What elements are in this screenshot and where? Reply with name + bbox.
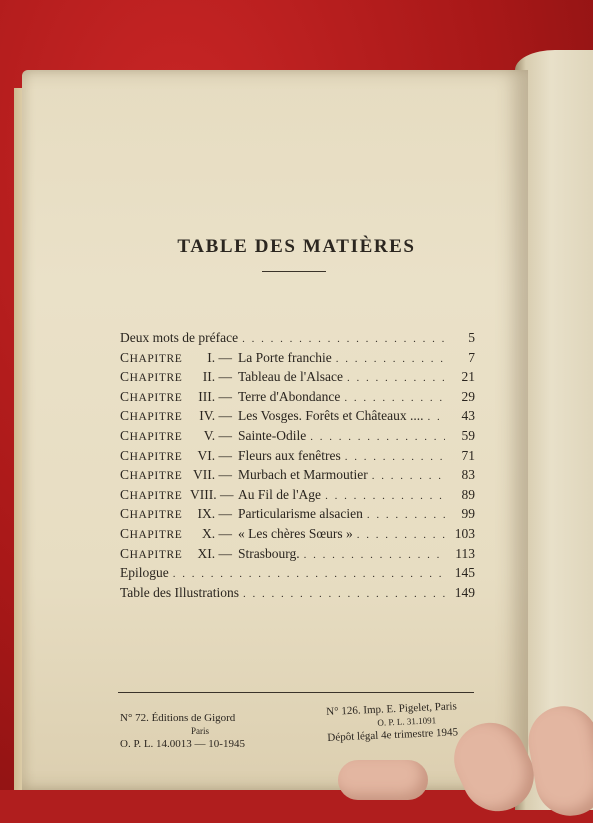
toc-label: Particularisme alsacien	[238, 506, 363, 522]
toc-row	[120, 565, 475, 585]
toc-leader-dots	[427, 411, 445, 423]
toc-chapter-word: CHAPITRE	[120, 369, 183, 385]
toc-chapter-word: CHAPITRE	[120, 408, 183, 424]
toc-chapter-word: CHAPITRE	[120, 388, 183, 404]
toc-chapter-word: CHAPITRE	[120, 506, 183, 522]
toc-row	[120, 506, 475, 526]
toc-chapter-word: CHAPITRE	[120, 545, 183, 561]
printer-line: N° 126. Imp. E. Pigelet, Paris	[326, 700, 457, 718]
toc-chapter-word: CHAPITRE	[120, 526, 183, 541]
toc-page-number: 145	[454, 565, 475, 581]
toc-page-number: 59	[461, 428, 475, 443]
toc-page-number: 149	[454, 584, 475, 600]
toc-page-number: 5	[468, 330, 475, 345]
toc-label: Strasbourg.	[238, 545, 300, 561]
toc-leader-dots	[344, 392, 445, 404]
toc-chapter-number: II. —	[202, 369, 232, 385]
toc-label: Deux mots de préface	[120, 330, 239, 345]
toc-chapter-number: VII. —	[193, 467, 232, 483]
toc-row	[120, 408, 475, 428]
toc-page-number: 29	[461, 388, 475, 404]
toc-row	[120, 350, 475, 370]
publisher-line: N° 72. Éditions de Gigord	[120, 712, 236, 724]
toc-label: Au Fil de l'Age	[238, 486, 322, 502]
toc-leader-dots	[345, 451, 445, 463]
toc-leader-dots	[304, 549, 445, 561]
toc-leader-dots	[173, 568, 445, 580]
toc-page-number: 83	[461, 467, 475, 483]
toc-page-number: 7	[468, 349, 475, 365]
legal-deposit: Dépôt légal 4e trimestre 1945	[327, 726, 459, 744]
toc-page-number: 103	[454, 526, 475, 541]
toc-row	[120, 585, 475, 605]
toc-row	[120, 526, 475, 546]
toc-chapter-number: I. —	[207, 349, 232, 365]
publisher-imprint	[120, 712, 280, 751]
toc-leader-dots	[310, 431, 445, 443]
toc-label: Murbach et Marmoutier	[238, 467, 368, 483]
toc-row	[120, 487, 475, 507]
title-rule	[262, 271, 326, 272]
toc-leader-dots	[347, 372, 445, 384]
toc-label: Sainte-Odile	[238, 428, 307, 443]
toc-page-number: 99	[461, 506, 475, 522]
page-title: TABLE DES MATIÈRES	[177, 236, 416, 257]
toc-row	[120, 467, 475, 487]
toc-leader-dots	[336, 353, 445, 365]
imprint-rule	[118, 692, 474, 693]
publisher-city: Paris	[191, 726, 209, 736]
printer-opl: O. P. L. 31.1091	[377, 715, 437, 728]
toc-chapter-word: CHAPITRE	[120, 467, 183, 483]
toc-chapter-number: V. —	[203, 428, 232, 443]
toc-row	[120, 546, 475, 566]
toc-label: La Porte franchie	[238, 349, 332, 365]
toc-page-number: 89	[461, 486, 475, 502]
toc-page-number: 21	[461, 369, 475, 385]
toc-chapter-word: CHAPITRE	[120, 428, 183, 443]
toc-chapter-number: IV. —	[199, 408, 232, 424]
toc-label: Les Vosges. Forêts et Châteaux ....	[238, 408, 424, 424]
toc-label: Table des Illustrations	[120, 584, 240, 600]
toc-chapter-number: X. —	[202, 526, 232, 541]
toc-leader-dots	[372, 470, 445, 482]
toc-leader-dots	[325, 490, 445, 502]
toc-page-number: 113	[455, 545, 475, 561]
toc-chapter-word: CHAPITRE	[120, 447, 183, 463]
toc-page-number: 71	[461, 447, 475, 463]
toc-chapter-number: VI. —	[197, 447, 232, 463]
publisher-opl: O. P. L. 14.0013 — 10-1945	[120, 738, 245, 750]
toc-label: Epilogue	[120, 565, 169, 581]
toc-chapter-number: III. —	[198, 388, 232, 404]
toc-leader-dots	[357, 529, 445, 541]
toc-chapter-word: CHAPITRE	[120, 349, 183, 365]
toc-chapter-number: IX. —	[197, 506, 232, 522]
toc-page-number: 43	[461, 408, 475, 424]
fingertip	[338, 760, 428, 800]
toc-row	[120, 448, 475, 468]
toc-chapter-word: CHAPITRE	[120, 486, 183, 502]
toc-label: Tableau de l'Alsace	[238, 369, 343, 385]
toc-row	[120, 369, 475, 389]
toc-row	[120, 389, 475, 409]
toc-chapter-number: VIII. —	[190, 486, 234, 502]
toc-row	[120, 330, 475, 350]
toc-label: Fleurs aux fenêtres	[238, 447, 341, 463]
toc-leader-dots	[242, 333, 445, 345]
toc-label: « Les chères Sœurs »	[238, 526, 353, 541]
toc-chapter-number: XI. —	[197, 545, 232, 561]
toc-label: Terre d'Abondance	[238, 388, 341, 404]
toc-leader-dots	[367, 509, 445, 521]
toc-row	[120, 428, 475, 448]
toc-leader-dots	[243, 588, 445, 600]
